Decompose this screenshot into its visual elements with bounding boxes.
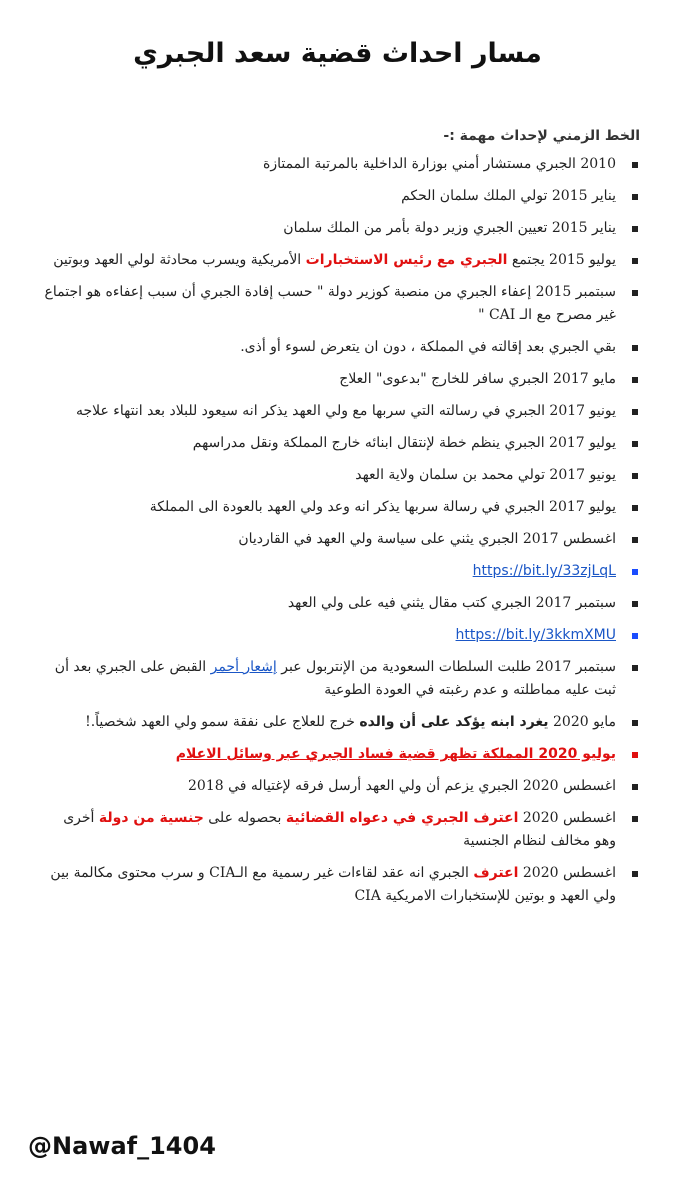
- bullet-icon: [632, 665, 638, 671]
- bullet-icon: [632, 258, 638, 264]
- timeline-item: سبتمبر 2017 الجبري كتب مقال يثني فيه على ولي العهد: [40, 592, 640, 615]
- timeline-item: 2010 الجبري مستشار أمني بوزارة الداخلية بالمرتبة الممتازة: [40, 153, 640, 176]
- bullet-icon: [632, 409, 638, 415]
- author-handle: @Nawaf_1404: [28, 1132, 216, 1160]
- bullet-icon: [632, 720, 638, 726]
- bullet-icon: [632, 162, 638, 168]
- bullet-icon: [632, 505, 638, 511]
- bullet-icon: [632, 226, 638, 232]
- bullet-icon: [632, 871, 638, 877]
- timeline-item: اغسطس 2017 الجبري يثني على سياسة ولي العهد في القارديان: [40, 528, 640, 551]
- bullet-icon: [632, 816, 638, 822]
- bullet-icon: [632, 473, 638, 479]
- bullet-icon: [632, 537, 638, 543]
- timeline-item: اغسطس 2020 اعترف الجبري انه عقد لقاءات غير رسمية مع الـCIA و سرب محتوى مكالمة بين ولي العهد و بوتين للإستخبارات الامريكية CIA: [40, 862, 640, 908]
- bullet-icon: [632, 441, 638, 447]
- timeline-item: يونيو 2017 الجبري في رسالته التي سربها مع ولي العهد يذكر انه سيعود للبلاد بعد انتهاء علاجه: [40, 400, 640, 423]
- timeline-item: يوليو 2020 المملكة تظهر قضية فساد الجبري عبر وسائل الاعلام: [40, 743, 640, 766]
- timeline-item: يوليو 2017 الجبري في رسالة سربها يذكر انه وعد ولي العهد بالعودة الى المملكة: [40, 496, 640, 519]
- bullet-icon: [632, 345, 638, 351]
- timeline-list: [40, 153, 640, 908]
- guardian-link[interactable]: https://bit.ly/33zjLqL: [472, 563, 616, 579]
- timeline-item: يناير 2015 تعيين الجبري وزير دولة بأمر من الملك سلمان: [40, 217, 640, 240]
- bullet-icon: [632, 752, 638, 758]
- timeline-item: [40, 560, 640, 583]
- bullet-icon: [632, 194, 638, 200]
- bullet-icon: [632, 784, 638, 790]
- page-title: مسار احداث قضية سعد الجبري: [133, 38, 542, 69]
- timeline-item: سبتمبر 2015 إعفاء الجبري من منصبة كوزير دولة " حسب إفادة الجبري أن سبب إعفاءه هو اجتماع غير مصرح مع الـ CAI ": [40, 281, 640, 327]
- timeline-item: يناير 2015 تولي الملك سلمان الحكم: [40, 185, 640, 208]
- timeline-item: يونيو 2017 تولي محمد بن سلمان ولاية العهد: [40, 464, 640, 487]
- timeline-item: يوليو 2017 الجبري ينظم خطة لإنتقال ابنائه خارج المملكة ونقل مدراسهم: [40, 432, 640, 455]
- timeline-item: يوليو 2015 يجتمع الجبري مع رئيس الاستخبارات الأمريكية ويسرب محادثة لولي العهد وبوتين: [40, 249, 640, 272]
- bullet-icon: [632, 290, 638, 296]
- bullet-icon: [632, 569, 638, 575]
- timeline-item: [40, 624, 640, 647]
- timeline-item: مايو 2017 الجبري سافر للخارج "بدعوى" العلاج: [40, 368, 640, 391]
- bullet-icon: [632, 377, 638, 383]
- timeline-item: اغسطس 2020 الجبري يزعم أن ولي العهد أرسل فرقه لإغتياله في 2018: [40, 775, 640, 798]
- article-link[interactable]: https://bit.ly/3kkmXMU: [455, 627, 616, 643]
- timeline-item: سبتمبر 2017 طلبت السلطات السعودية من الإنتربول عبر إشعار أحمر القبض على الجبري بعد أن ثبت عليه مماطلته و عدم رغبته في العودة الطوعية: [40, 656, 640, 702]
- timeline-document: [40, 128, 640, 917]
- timeline-item: اغسطس 2020 اعترف الجبري في دعواه القضائية بحصوله على جنسية من دولة أخرى وهو مخالف لنظام الجنسية: [40, 807, 640, 853]
- bullet-icon: [632, 601, 638, 607]
- timeline-item: بقي الجبري بعد إقالته في المملكة ، دون ان يتعرض لسوء أو أذى.: [40, 336, 640, 359]
- red-notice-link[interactable]: إشعار أحمر: [210, 659, 277, 675]
- bullet-icon: [632, 633, 638, 639]
- timeline-heading: الخط الزمني لإحداث مهمة :-: [443, 128, 640, 144]
- timeline-item: مايو 2020 يغرد ابنه يؤكد على أن والده خرج للعلاج على نفقة سمو ولي العهد شخصياً.!: [40, 711, 640, 734]
